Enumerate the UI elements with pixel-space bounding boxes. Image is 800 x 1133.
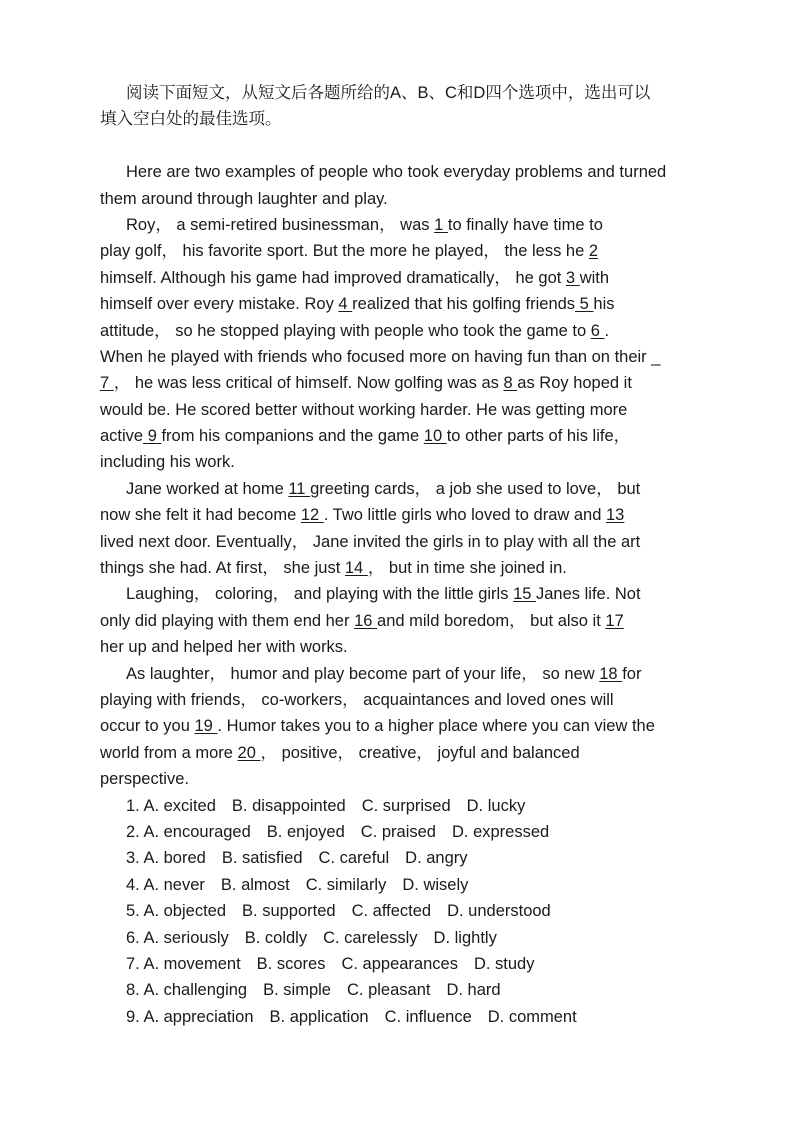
text: attitude， so he stopped playing with people who took the game to [100, 321, 591, 340]
text: to finally have time to [447, 215, 603, 234]
blank-15: 15 [513, 585, 536, 604]
paragraph-jane [100, 476, 706, 582]
option-b: B. simple [263, 981, 331, 1000]
text-line [100, 423, 706, 449]
text: Roy， a semi-retired businessman， was [126, 215, 435, 234]
blank-7-start: _ [651, 347, 661, 366]
question-number: 9. [126, 1007, 140, 1026]
text: Jane worked at home [126, 479, 289, 498]
paragraph-humor [100, 661, 706, 793]
option-row [100, 951, 706, 977]
text-line: her up and helped her with works. [100, 638, 348, 657]
blank-6: 6 [590, 321, 605, 340]
option-d: D. expressed [451, 822, 550, 841]
option-row [100, 793, 706, 819]
text-line [100, 318, 706, 344]
text-line: lived next door. Eventually， Jane invited the girls in to play with all the art [100, 532, 641, 551]
paragraph-intro [100, 159, 706, 212]
text-line [100, 608, 706, 634]
spacer [100, 133, 706, 159]
option-a: A. encouraged [143, 822, 251, 841]
option-c: C. influence [384, 1007, 472, 1026]
option-row [100, 819, 706, 845]
option-row [100, 1004, 706, 1030]
option-d: D. comment [487, 1007, 577, 1026]
text-line [100, 370, 706, 396]
paragraph-laughing [100, 581, 706, 660]
text: . [604, 321, 610, 340]
question-number: 2. [126, 822, 140, 841]
option-b: B. disappointed [231, 796, 346, 815]
text: as Roy hoped it [517, 374, 632, 393]
text: . Humor takes you to a higher place where you can view the [217, 717, 655, 736]
option-c: C. similarly [305, 875, 387, 894]
instruction-line: 阅读下面短文，从短文后各题所给的A、B、C和D四个选项中，选出可以 [126, 84, 651, 102]
option-b: B. enjoyed [266, 822, 345, 841]
document-page [100, 80, 706, 1030]
option-d: D. understood [447, 902, 551, 921]
blank-16: 16 [354, 611, 378, 630]
blank-4: 4 [338, 295, 353, 314]
option-d: D. angry [405, 849, 468, 868]
instruction [100, 80, 706, 133]
text-line [100, 476, 706, 502]
text: As laughter， humor and play become part of your life， so new [126, 664, 600, 683]
blank-20: 20 [237, 743, 261, 762]
question-number: 6. [126, 928, 140, 947]
blank-14: 14 [344, 559, 368, 578]
option-a: A. excited [143, 796, 216, 815]
text-line [100, 581, 706, 607]
text: to other parts of his life， [446, 427, 631, 446]
blank-17: 17 [605, 611, 624, 630]
text: Janes life. Not [536, 585, 641, 604]
blank-5: 5 [575, 295, 594, 314]
text-line [100, 502, 706, 528]
text-line: including his work. [100, 453, 235, 472]
text-line [100, 238, 706, 264]
text: occur to you [100, 717, 195, 736]
question-number: 7. [126, 954, 140, 973]
text-line: Here are two examples of people who took everyday problems and turned [126, 163, 667, 182]
text-line [100, 291, 706, 317]
paragraph-roy [100, 212, 706, 476]
option-c: C. carelessly [323, 928, 418, 947]
option-c: C. praised [360, 822, 436, 841]
text: active [100, 427, 144, 446]
text: now she felt it had become [100, 506, 301, 525]
text-line: would be. He scored better without working harder. He was getting more [100, 400, 628, 419]
text: with [579, 268, 610, 287]
option-b: B. application [269, 1007, 369, 1026]
text: from his companions and the game [161, 427, 424, 446]
text: greeting cards， a job she used to love， but [310, 479, 641, 498]
text-line [100, 212, 706, 238]
text-line [100, 740, 706, 766]
text: for [622, 664, 642, 683]
blank-13: 13 [605, 506, 625, 525]
text-line [100, 344, 706, 370]
option-row [100, 872, 706, 898]
blank-2: 2 [588, 242, 599, 261]
text: world from a more [100, 743, 238, 762]
question-number: 4. [126, 875, 140, 894]
option-c: C. pleasant [346, 981, 431, 1000]
text: Laughing， coloring， and playing with the little girls [126, 585, 514, 604]
option-b: B. satisfied [221, 849, 303, 868]
option-a: A. challenging [143, 981, 248, 1000]
text-line: playing with friends， co-workers， acquaintances and loved ones will [100, 690, 614, 709]
option-row [100, 898, 706, 924]
option-d: D. hard [446, 981, 501, 1000]
text: ， positive， creative， joyful and balanced [260, 743, 580, 762]
option-a: A. appreciation [143, 1007, 254, 1026]
blank-8: 8 [503, 374, 518, 393]
option-d: D. study [473, 954, 535, 973]
option-a: A. movement [143, 954, 241, 973]
blank-10: 10 [423, 427, 447, 446]
blank-1: 1 [434, 215, 448, 234]
text-line: perspective. [100, 770, 189, 789]
text: himself over every mistake. Roy [100, 295, 339, 314]
option-row [100, 977, 706, 1003]
blank-9: 9 [143, 427, 162, 446]
option-row [100, 845, 706, 871]
text-line: them around through laughter and play. [100, 189, 388, 208]
blank-11: 11 [288, 479, 311, 498]
question-number: 5. [126, 902, 140, 921]
option-d: D. lucky [466, 796, 526, 815]
option-b: B. scores [256, 954, 326, 973]
text: only did playing with them end her [100, 611, 355, 630]
option-a: A. never [143, 875, 205, 894]
option-a: A. seriously [143, 928, 229, 947]
text: realized that his golfing friends [352, 295, 576, 314]
option-d: D. lightly [433, 928, 497, 947]
question-number: 8. [126, 981, 140, 1000]
question-number: 1. [126, 796, 140, 815]
option-d: D. wisely [402, 875, 469, 894]
text: play golf， his favorite sport. But the more he played， the less he [100, 242, 589, 261]
text: things she had. At first， she just [100, 559, 345, 578]
text: his [593, 295, 615, 314]
blank-12: 12 [300, 506, 324, 525]
blank-3: 3 [565, 268, 580, 287]
text: . Two little girls who loved to draw and [323, 506, 606, 525]
text-line [100, 555, 706, 581]
blank-19: 19 [194, 717, 218, 736]
text-line [100, 265, 706, 291]
answer-options [100, 793, 706, 1031]
option-c: C. affected [351, 902, 432, 921]
option-c: C. appearances [341, 954, 458, 973]
text: ， he was less critical of himself. Now golfing was as [113, 374, 504, 393]
text: and mild boredom， but also it [377, 611, 606, 630]
option-b: B. coldly [244, 928, 308, 947]
text: himself. Although his game had improved dramatically， he got [100, 268, 566, 287]
option-c: C. careful [318, 849, 390, 868]
option-c: C. surprised [361, 796, 451, 815]
instruction-line: 填入空白处的最佳选项。 [100, 110, 282, 129]
blank-7: 7 [100, 374, 114, 393]
text-line [100, 713, 706, 739]
option-a: A. objected [143, 902, 227, 921]
text: When he played with friends who focused more on having fun than on their [100, 347, 652, 366]
option-row [100, 925, 706, 951]
option-b: B. almost [220, 875, 290, 894]
option-a: A. bored [143, 849, 206, 868]
option-b: B. supported [242, 902, 336, 921]
text: ， but in time she joined in. [367, 559, 567, 578]
text-line [100, 661, 706, 687]
blank-18: 18 [599, 664, 623, 683]
question-number: 3. [126, 849, 140, 868]
